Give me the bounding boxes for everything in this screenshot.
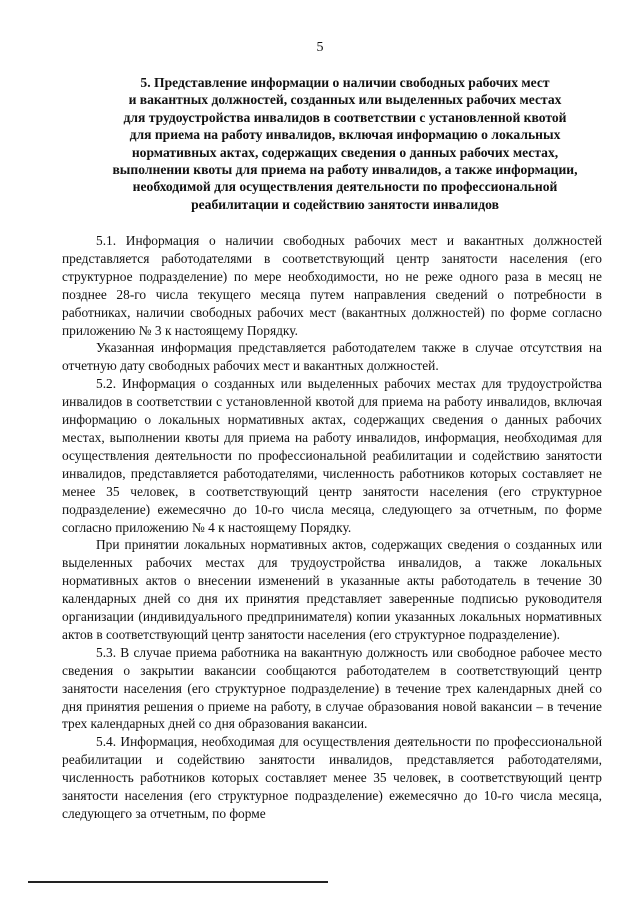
section-title-line: выполнении квоты для приема на работу инвалидов, а также информации, [112,162,578,178]
paragraph-5-3: 5.3. В случае приема работника на вакантную должность или свободное рабочее место сведения о закрытии вакансии сообщаются работодателем в соответствующий центр занятости населения (его структурное подразделение) в течение трех календарных дней со дня принятия решения о приеме на работу, в случае образования новой вакансии – в течение трех календарных дней со дня образования вакансии. [62,644,602,732]
section-title-line: для трудоустройства инвалидов в соответствии с установленной квотой [123,109,567,125]
section-title-line: для приема на работу инвалидов, включая информацию о локальных [129,127,561,143]
page-number: 5 [316,40,324,55]
paragraph-5-4: 5.4. Информация, необходимая для осуществления деятельности по профессиональной реабилитации и содействию занятости инвалидов, представляется работодателями, численность работников которых составляет менее 35 человек, в соответствующий центр занятости населения (его структурное подразделение) ежемесячно до 10-го числа месяца, следующего за отчетным, по форме [62,734,602,821]
paragraph-5-2: 5.2. Информация о созданных или выделенных рабочих местах для трудоустройства инвалидов в соответствии с установленной квотой для приема на работу инвалидов, включая информацию о локальных нормативных актах, содержащих сведения о данных рабочих местах, выполнении квоты для приема на работу инвалидов, информация, необходимая для осуществления деятельности по профессиональной реабилитации и содействию занятости инвалидов, представляется работодателями, численность работников которых составляет не менее 35 человек, в соответствующий центр занятости населения (его структурное подразделение) ежемесячно до 10-го числа месяца, следующего за отчетным, по форме согласно приложению № 4 к настоящему Порядку. [62,376,602,535]
section-title [80,74,610,213]
section-title-line: и вакантных должностей, созданных или выделенных рабочих местах [128,92,562,108]
footer-rule [28,881,328,883]
section-title-line: необходимой для осуществления деятельности по профессиональной [132,179,558,195]
section-title-line: 5. Представление информации о наличии свободных рабочих мест [140,75,550,90]
section-title-line: нормативных актах, содержащих сведения о данных рабочих местах, [131,144,559,160]
paragraph-5-1: 5.1. Информация о наличии свободных рабочих мест и вакантных должностей представляется работодателями в соответствующий центр занятости населения (его структурное подразделение) по мере необходимости, но не реже одного раза в месяц не позднее 28-го числа текущего месяца путем направления сведений о потребности в работниках, наличии свободных рабочих мест (вакантных должностей) по форме согласно приложению № 3 к настоящему Порядку. [62,233,602,338]
paragraph-5-1-note: Указанная информация представляется работодателем также в случае отсутствия на отчетную дату свободных рабочих мест и вакантных должностей. [62,340,602,374]
paragraph-5-2-acts: При принятии локальных нормативных актов, содержащих сведения о созданных или выделенных рабочих местах для трудоустройства инвалидов, а также локальных нормативных актов о внесении изменений в указанные акты работодатель в течение 30 календарных дней со дня их принятия представляет заверенные подписью руководителя организации (индивидуального предпринимателя) копии указанных локальных нормативных актов в соответствующий центр занятости населения (его структурное подразделение). [62,537,602,642]
section-title-line: реабилитации и содействию занятости инвалидов [191,196,499,212]
document-body [62,232,602,823]
